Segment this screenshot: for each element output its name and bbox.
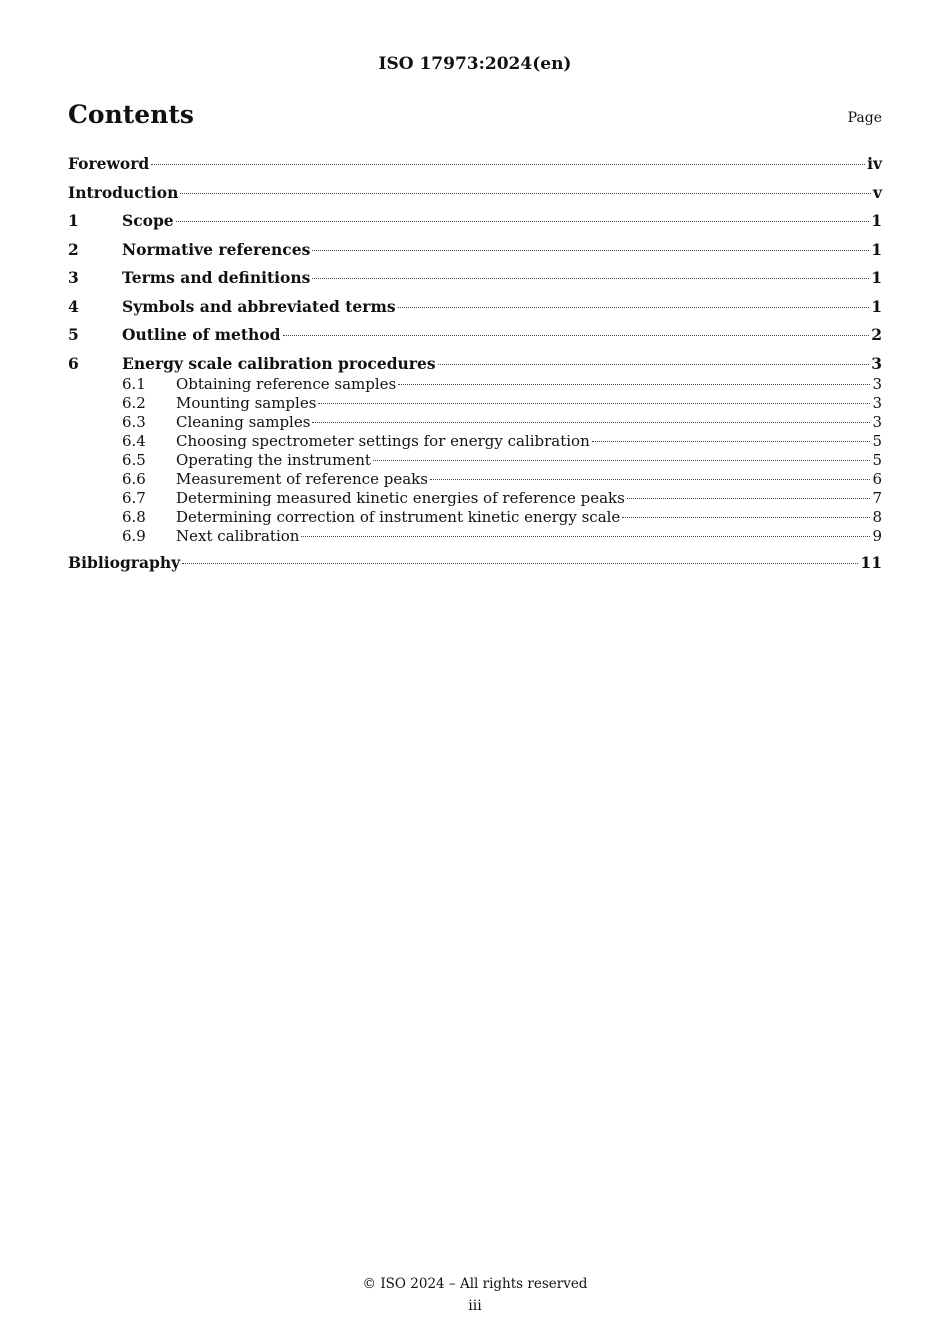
toc-entry-title: Next calibration [176, 526, 300, 545]
toc-entry-page: v [872, 182, 882, 202]
contents-title: Contents [68, 100, 195, 129]
toc-entry-number: 6.1 [122, 374, 146, 393]
toc-entry[interactable] [68, 267, 882, 289]
toc-entry-page: 3 [872, 412, 882, 431]
toc-entry[interactable] [68, 489, 882, 508]
toc-dot-leader [312, 250, 869, 251]
toc-entry-title: Scope [122, 211, 174, 230]
toc-entry-title: Bibliography [68, 553, 181, 572]
toc-entry-number: 6.7 [122, 488, 146, 507]
document-id-header: ISO 17973:2024(en) [378, 54, 572, 74]
toc-entry-title: Terms and definitions [122, 268, 311, 287]
toc-entry-number: 4 [68, 296, 79, 316]
toc-entry[interactable] [68, 470, 882, 489]
toc-entry-title: Normative references [122, 239, 311, 259]
toc-entry-title: Energy scale calibration procedures [122, 353, 436, 373]
toc-entry-number: 6.6 [122, 469, 146, 488]
toc-dot-leader [180, 193, 871, 194]
toc-entry-number: 3 [68, 268, 79, 287]
toc-entry-page: 1 [871, 296, 882, 316]
toc-entry-page: 9 [872, 526, 882, 545]
toc-dot-leader [438, 364, 870, 365]
toc-entry-title: Determining measured kinetic energies of reference peaks [176, 488, 625, 507]
toc-entry[interactable] [68, 353, 882, 375]
toc-entry-page: 1 [871, 211, 882, 230]
toc-entry-number: 6.9 [122, 526, 146, 545]
toc-dot-leader [176, 221, 870, 222]
toc-dot-leader [627, 498, 871, 499]
toc-entry-number: 1 [68, 211, 79, 230]
toc-entry-page: 11 [860, 553, 882, 572]
toc-entry[interactable] [68, 432, 882, 451]
copyright-footer: © ISO 2024 – All rights reserved [362, 1276, 588, 1292]
toc-dot-leader [312, 278, 869, 279]
toc-entry-number: 6.5 [122, 450, 146, 469]
toc-entry-number: 2 [68, 239, 79, 259]
toc-entry[interactable] [68, 153, 882, 175]
toc-entry[interactable] [68, 508, 882, 527]
toc-entry-page: 3 [871, 353, 882, 373]
page-column-label: Page [847, 110, 882, 126]
toc-dot-leader [592, 441, 871, 442]
toc-entry-title: Mounting samples [176, 393, 317, 412]
toc-entry-page: 5 [872, 431, 882, 450]
toc-entry-page: 1 [871, 239, 882, 259]
toc-entry-title: Obtaining reference samples [176, 374, 397, 393]
toc-dot-leader [182, 563, 858, 564]
toc-entry-page: iv [867, 154, 882, 173]
page-number: iii [468, 1298, 482, 1314]
toc-dot-leader [318, 403, 870, 404]
toc-entry-page: 6 [872, 469, 882, 488]
table-of-contents [68, 153, 882, 574]
toc-dot-leader [430, 479, 871, 480]
toc-entry[interactable] [68, 552, 882, 574]
toc-entry-page: 8 [872, 507, 882, 526]
toc-entry-number: 6.3 [122, 412, 146, 431]
toc-entry-title: Symbols and abbreviated terms [122, 296, 396, 316]
toc-entry-number: 6 [68, 353, 79, 373]
toc-entry-page: 3 [872, 393, 882, 412]
toc-entry[interactable] [68, 239, 882, 261]
toc-entry[interactable] [68, 296, 882, 318]
toc-entry-title: Measurement of reference peaks [176, 469, 428, 488]
toc-entry[interactable] [68, 394, 882, 413]
toc-dot-leader [301, 536, 870, 537]
toc-entry-number: 6.4 [122, 431, 146, 450]
toc-dot-leader [398, 384, 870, 385]
toc-entry-title: Foreword [68, 154, 150, 173]
toc-entry[interactable] [68, 451, 882, 470]
toc-entry[interactable] [68, 182, 882, 204]
toc-entry[interactable] [68, 324, 882, 346]
toc-entry-number: 5 [68, 325, 79, 344]
toc-entry-title: Introduction [68, 182, 179, 202]
toc-dot-leader [283, 335, 870, 336]
toc-entry-title: Cleaning samples [176, 412, 311, 431]
toc-entry[interactable] [68, 375, 882, 394]
toc-dot-leader [151, 164, 865, 165]
toc-entry-number: 6.8 [122, 507, 146, 526]
toc-entry-title: Operating the instrument [176, 450, 371, 469]
toc-entry-page: 1 [871, 268, 882, 287]
toc-entry-page: 7 [872, 488, 882, 507]
toc-dot-leader [622, 517, 870, 518]
toc-entry-title: Choosing spectrometer settings for energy calibration [176, 431, 590, 450]
toc-dot-leader [373, 460, 871, 461]
toc-entry-title: Outline of method [122, 325, 281, 344]
toc-entry-title: Determining correction of instrument kinetic energy scale [176, 507, 621, 526]
toc-dot-leader [312, 422, 870, 423]
toc-entry-page: 3 [872, 374, 882, 393]
toc-dot-leader [398, 307, 870, 308]
toc-entry-page: 5 [872, 450, 882, 469]
toc-entry[interactable] [68, 527, 882, 546]
toc-entry-number: 6.2 [122, 393, 146, 412]
toc-entry[interactable] [68, 210, 882, 232]
toc-entry-page: 2 [871, 325, 882, 344]
toc-entry[interactable] [68, 413, 882, 432]
